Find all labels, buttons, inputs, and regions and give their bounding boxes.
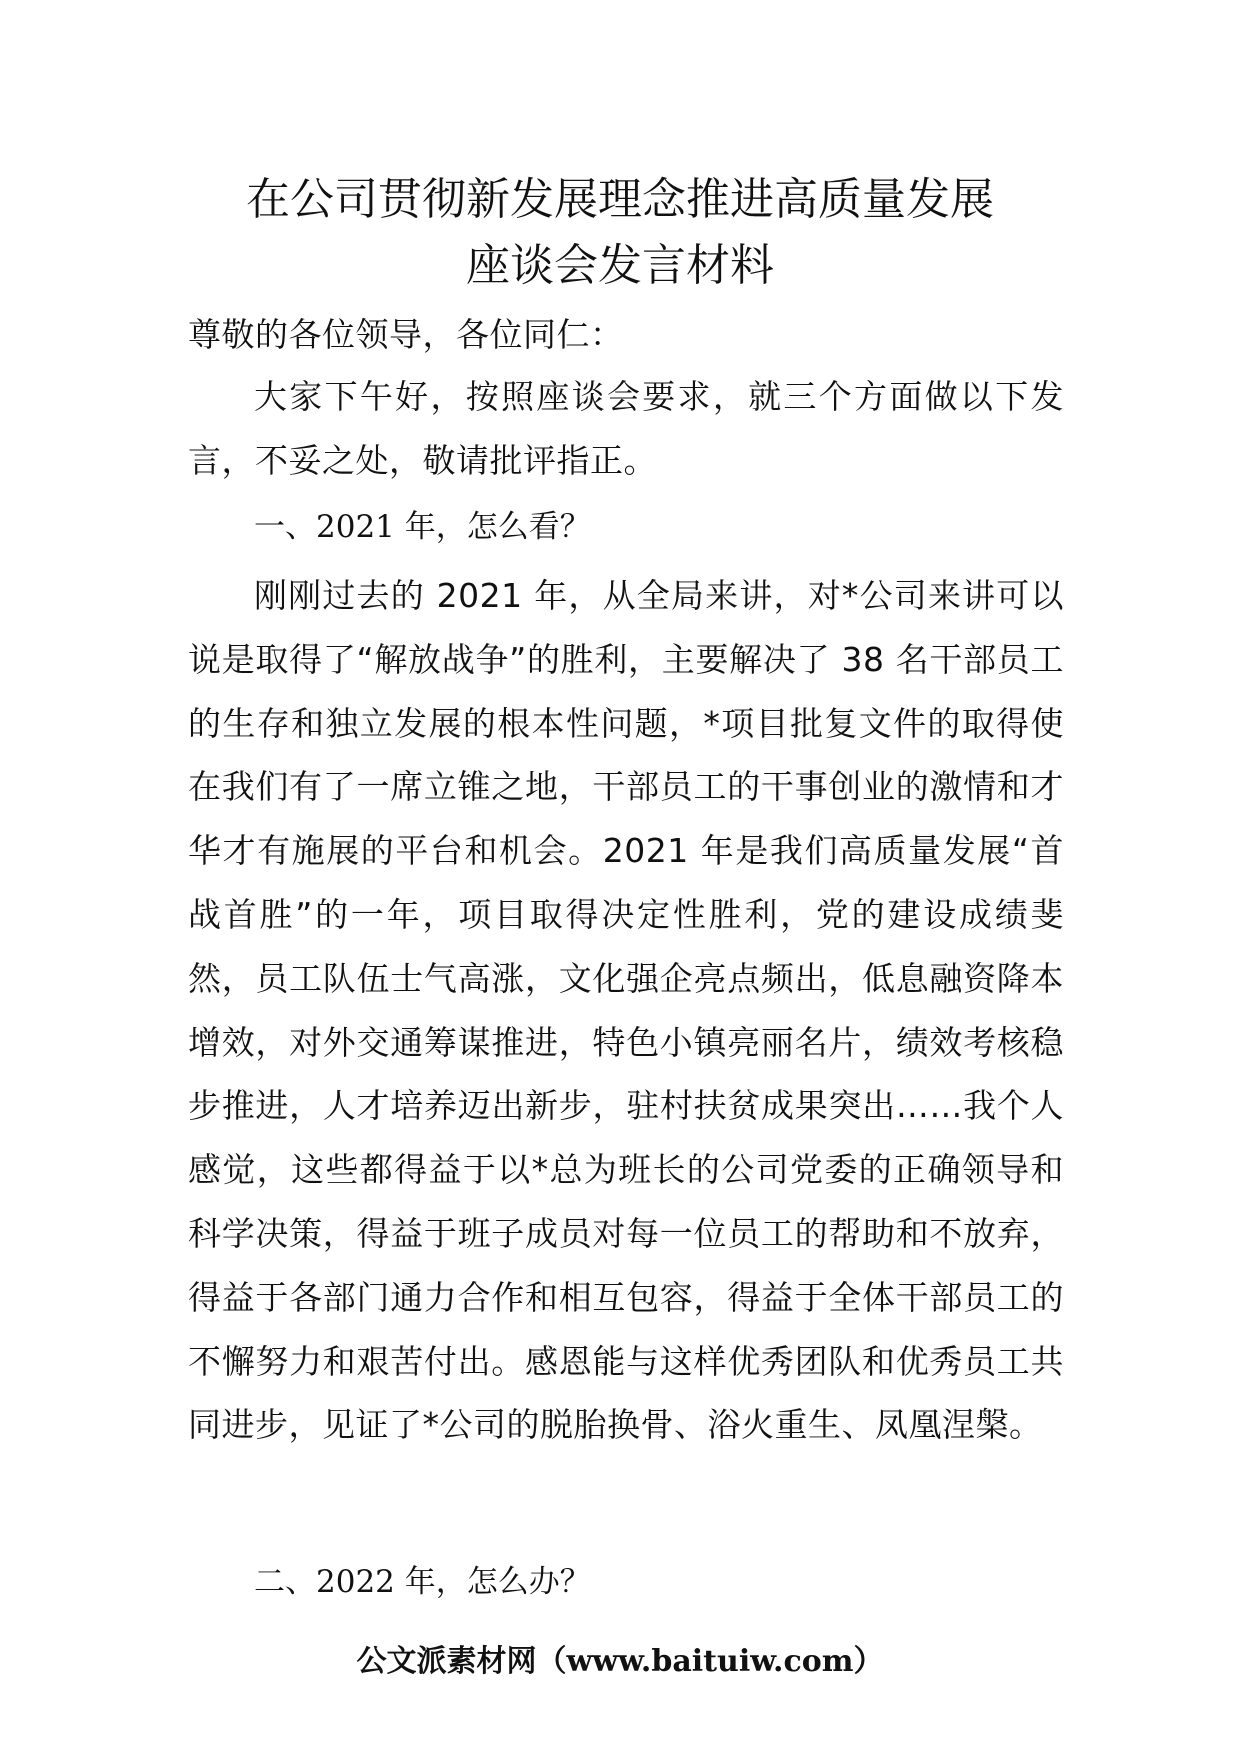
section-heading-2: 二、2022 年，怎么办？	[254, 1564, 591, 1600]
intro-paragraph: 大家下午好，按照座谈会要求，就三个方面做以下发言，不妥之处，敬请批评指正。	[188, 377, 1064, 480]
source-footer: 公文派素材网（www.baituiw.com）	[356, 1644, 884, 1679]
document-title-line-2: 座谈会发言材料	[466, 240, 774, 291]
salutation: 尊敬的各位领导，各位同仁：	[188, 315, 624, 354]
section-1-paragraph: 刚刚过去的 2021 年，从全局来讲，对*公司来讲可以说是取得了“解放战争”的胜利，主要解决了 38 名干部员工的生存和独立发展的根本性问题，*项目批复文件的取得使在我们有了一席立锥之地，干部员工的干事创业的激情和才华才有施展的平台和机会。2021 年是我们高质量发展“首战首胜”的一年，项目取得决定性胜利，党的建设成绩斐然，员工队伍士气高涨，文化强企亮点频出，低息融资降本增效，对外交通筹谋推进，特色小镇亮丽名片，绩效考核稳步推进，人才培养迈出新步，驻村扶贫成果突出……我个人感觉，这些都得益于以*总为班长的公司党委的正确领导和科学决策，得益于班子成员对每一位员工的帮助和不放弃，得益于各部门通力合作和相互包容，得益于全体干部员工的不懈努力和艰苦付出。感恩能与这样优秀团队和优秀员工共同进步，见证了*公司的脱胎换骨、浴火重生、凤凰涅槃。	[188, 576, 1064, 1445]
section-heading-1: 一、2021 年，怎么看？	[254, 509, 591, 545]
document-title-line-1: 在公司贯彻新发展理念推进高质量发展	[246, 174, 994, 225]
